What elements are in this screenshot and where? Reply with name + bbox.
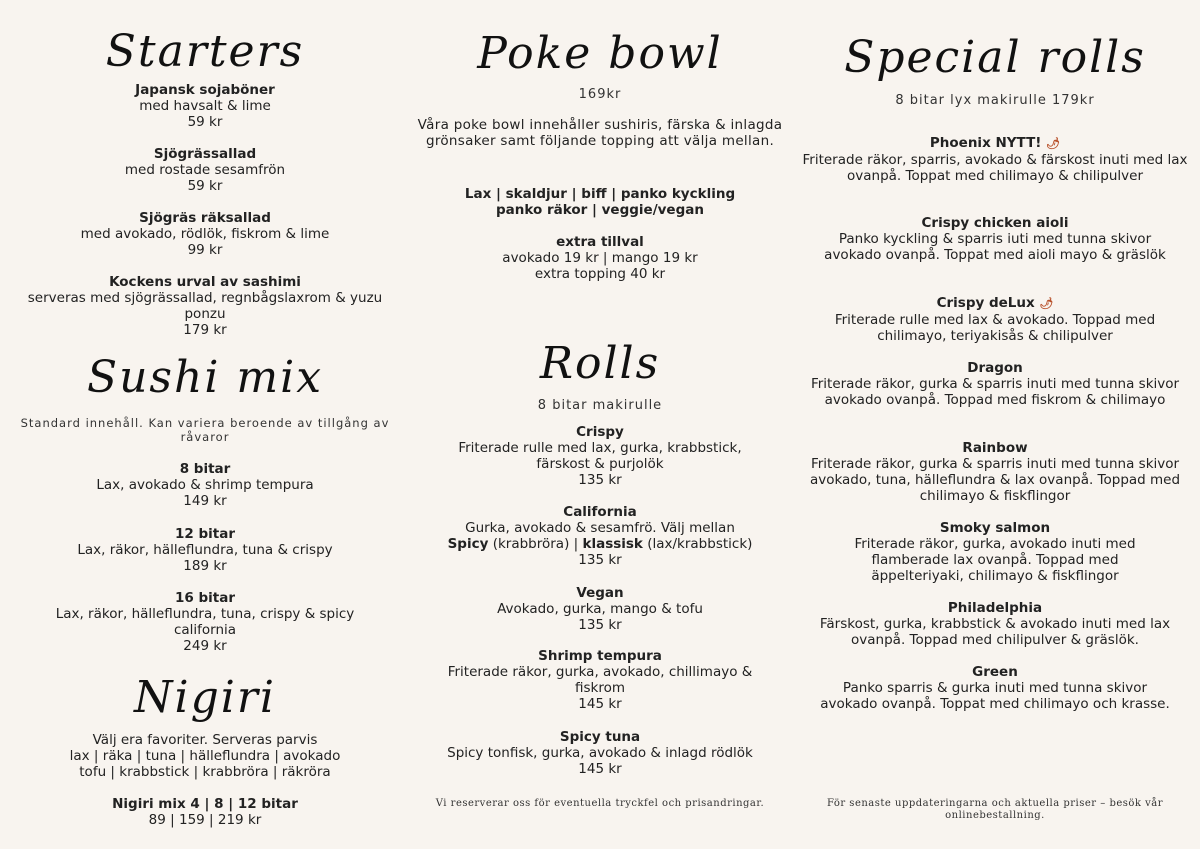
item-price: 59 kr [187,178,223,194]
nigiri-line: tofu | krabbstick | krabbröra | räkröra [79,764,331,780]
item-desc: Friterade rulle med lax, gurka, krabbstick, färskost & purjolök [458,440,742,472]
special-rolls-subtitle: 8 bitar lyx makirulle 179kr [895,93,1095,108]
poke-price: 169kr [578,87,622,102]
chili-pepper-icon: 🌶 [1039,297,1054,310]
poke-toppings [400,186,800,218]
topping-line: panko räkor | veggie/vegan [496,202,704,218]
item-desc: med havsalt & lime [139,98,271,114]
item-name: 16 bitar [175,590,235,606]
menu-item [10,82,400,130]
special-rolls-title: Special rolls [844,32,1146,83]
menu-item [10,461,400,509]
item-name: Sjögräs räksallad [139,210,271,226]
item-name: California [563,504,637,520]
item-name: Dragon [967,360,1023,376]
menu-item [10,146,400,194]
item-name: 8 bitar [179,461,231,477]
item-name: Philadelphia [947,600,1043,616]
item-desc: Friterade räkor, gurka & sparris inuti med tunna skivor avokado ovanpå. Toppad med fiskrom & chilimayo [810,376,1180,408]
item-desc: Friterade räkor, gurka, avokado, chillimayo & fiskrom [447,664,753,696]
item-price: 135 kr [578,617,622,633]
item-name: Crispy [576,424,624,440]
menu-item [400,585,800,633]
disclaimer: Vi reserverar oss för eventuella tryckfel och prisandringar. [435,798,765,809]
extra-title: extra tillval [556,234,644,250]
option-klassisk: klassisk [582,536,643,552]
nigiri-line: Välj era favoriter. Serveras parvis [92,732,318,748]
poke-desc: Våra poke bowl innehåller sushiris, färska & inlagda grönsaker samt följande topping att välja mellan. [417,117,783,149]
poke-title: Poke bowl [477,28,723,79]
option-klassisk-detail: (lax/krabbstick) [642,536,753,552]
item-name: Spicy tuna [559,729,641,745]
item-desc: Färskost, gurka, krabbstick & avokado inuti med lax ovanpå. Toppad med chilipulver & gräslök. [819,616,1171,648]
item-desc: Friterade räkor, gurka, avokado inuti med flamberade lax ovanpå. Toppad med äppelteriyaki, chilimayo & fiskflingor [854,536,1136,584]
item-desc: med avokado, rödlök, fiskrom & lime [80,226,330,242]
item-desc: Lax, räkor, hälleflundra, tuna & crispy [77,542,333,558]
nigiri-desc [10,732,400,780]
menu-item [400,504,800,568]
starters-title: Starters [105,26,305,77]
item-desc-options [400,536,800,552]
item-price: 99 kr [187,242,223,258]
sushi-mix-title: Sushi mix [86,352,324,403]
menu-item [430,424,770,488]
menu-item [815,664,1175,712]
item-name: Crispy deLux [936,295,1035,311]
item-desc: Spicy tonfisk, gurka, avokado & inlagd rödlök [447,745,753,761]
poke-extras [400,234,800,282]
menu-item [805,600,1185,648]
item-desc: Panko sparris & gurka inuti med tunna skivor avokado ovanpå. Toppat med chilimayo och krasse. [820,680,1170,712]
item-price: 149 kr [183,493,227,509]
online-order-note: För senaste uppdateringarna och aktuella priser – besök vår onlinebestallning. [826,798,1164,821]
menu-item [400,729,800,777]
menu-item [810,215,1180,263]
item-price: 179 kr [183,322,227,338]
item-desc: Lax, avokado & shrimp tempura [96,477,314,493]
menu-item [805,360,1185,408]
menu-item [20,274,390,338]
nigiri-line: lax | räka | tuna | hälleflundra | avokado [69,748,341,764]
item-desc: Avokado, gurka, mango & tofu [497,601,703,617]
item-price: 89 | 159 | 219 kr [148,812,262,828]
sushi-mix-subtitle: Standard innehåll. Kan variera beroende av tillgång av råvaror [20,416,390,444]
menu-item [805,295,1185,344]
item-price: 135 kr [578,552,622,568]
menu-item [10,796,400,828]
item-name: Smoky salmon [939,520,1051,536]
item-name: Sjögrässallad [153,146,257,162]
menu-item [805,440,1185,504]
item-price: 189 kr [183,558,227,574]
item-desc: med rostade sesamfrön [124,162,286,178]
item-price: 145 kr [578,696,622,712]
item-name: Vegan [576,585,624,601]
menu-item [430,648,770,712]
item-desc: Friterade räkor, sparris, avokado & färskost inuti med lax ovanpå. Toppat med chilimayo & chilipulver [802,152,1188,184]
item-price: 145 kr [578,761,622,777]
rolls-title: Rolls [539,338,661,389]
chili-pepper-icon: 🌶 [1046,137,1061,150]
extra-line: extra topping 40 kr [534,266,666,282]
menu-item [825,520,1165,584]
extra-line: avokado 19 kr | mango 19 kr [502,250,698,266]
item-desc: Lax, räkor, hälleflundra, tuna, crispy & spicy california [55,606,355,638]
item-name: Crispy chicken aioli [921,215,1069,231]
item-name: Rainbow [962,440,1028,456]
menu-item [10,526,400,574]
topping-line: Lax | skaldjur | biff | panko kyckling [464,186,736,202]
item-desc: serveras med sjögrässallad, regnbågslaxrom & yuzu ponzu [27,290,383,322]
item-price: 249 kr [183,638,227,654]
option-spicy-detail: (krabbröra) | [488,536,583,552]
item-name: Green [972,664,1018,680]
menu-item [800,135,1190,184]
item-name: Japansk sojaböner [135,82,275,98]
nigiri-title: Nigiri [134,672,276,723]
option-spicy: Spicy [447,536,489,552]
item-desc: Friterade rulle med lax & avokado. Toppad med chilimayo, teriyakisås & chilipulver [834,312,1156,344]
item-desc: Gurka, avokado & sesamfrö. Välj mellan [465,520,735,536]
item-desc: Friterade räkor, gurka & sparris inuti med tunna skivor avokado, tuna, hälleflundra & lax ovanpå. Toppad med chilimayo & fiskflingor [809,456,1181,504]
item-name: Phoenix NYTT! [929,135,1042,151]
menu-item [40,590,370,654]
item-name: Shrimp tempura [538,648,662,664]
rolls-subtitle: 8 bitar makirulle [537,398,663,413]
menu-item [10,210,400,258]
item-name: Nigiri mix 4 | 8 | 12 bitar [112,796,298,812]
item-price: 135 kr [578,472,622,488]
item-desc: Panko kyckling & sparris iuti med tunna skivor avokado ovanpå. Toppat med aioli mayo & gräslök [824,231,1166,263]
item-name: 12 bitar [175,526,235,542]
item-name: Kockens urval av sashimi [109,274,301,290]
item-price: 59 kr [187,114,223,130]
